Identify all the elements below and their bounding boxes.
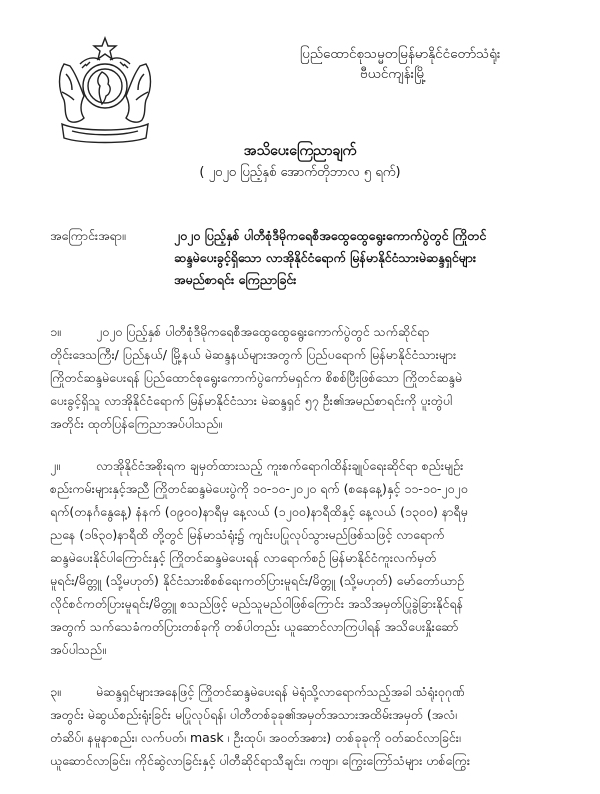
paragraph-line: ကြိုတင်ဆန္ဒမဲပေးရန် ပြည်ထောင်စုရွေးကောက်ပွဲကော်မရှင်က စိစစ်ပြီးဖြစ်သော ကြိုတင်ဆန္ဒမဲ [50,370,463,385]
paragraph-1 [50,320,570,435]
subject-text [174,225,570,291]
paragraph-number: ၁။ [50,324,61,339]
paragraph-number: ၃။ [50,684,61,699]
paragraph-line: အတိုင်း ထုတ်ပြန်ကြေညာအပ်ပါသည်။ [50,416,223,431]
embassy-header [300,44,590,84]
paragraph-number: ၂။ [50,458,60,473]
paragraph-line: မူရင်း/မိတ္တူ (သို့မဟုတ်) နိုင်ငံသားစိစစ်ရေးကတ်ပြားမူရင်း/မိတ္တူ (သို့မဟုတ်) မော်တော်ယာဉ် [50,573,465,588]
paragraph-line: ယူဆောင်လာခြင်း၊ ကိုင်ဆွဲလာခြင်းနှင့် ပါတီဆိုင်ရာသီချင်း၊ ကဗျာ၊ ကြွေးကြော်သံများ ဟစ်ကြွေး [50,753,471,768]
document-date: ( ၂၀၂၀ ပြည့်နှစ် အောက်တိုဘာလ ၅ ရက်) [199,165,401,180]
paragraph-line: မဲဆန္ဒရှင်များအနေဖြင့် ကြိုတင်ဆန္ဒမဲပေးရန် မဲရုံသို့လာရောက်သည့်အခါ သံရုံးဝုဂုဏ် [96,684,465,699]
paragraph-line: ရက်(တနင်္ဂနွေနေ့) နံနက် (၀၉၀၀)နာရီမှ နေ့လယ် (၁၂၀၀)နာရီထိနှင့် နေ့လယ် (၁၃၀၀) နာရီမှ [50,504,468,519]
paragraph-line: ဆန္ဒမဲပေးနိုင်ပါကြောင်းနှင့် ကြိုတင်ဆန္ဒမဲပေးရန် လာရောက်စဉ် မြန်မာနိုင်ငံကူးလက်မှတ် [50,550,437,565]
paragraph-line: လိုင်စင်ကတ်ပြားမူရင်း/မိတ္တူ စသည်ဖြင့် မည်သူမည်ဝါဖြစ်ကြောင်း အသိအမှတ်ပြုခွဲခြားနိုင်ရန် [50,596,464,611]
paragraph-line: စည်းကမ်းများနှင့်အညီ ကြိုတင်ဆန္ဒမဲပေးပွဲကို ၁၀-၁၀-၂၀၂၀ ရက် (စနေနေ့)နှင့် ၁၁-၁၀-၂၀၂၀ [50,481,468,496]
paragraph-line: တိုင်းဒေသကြီး/ ပြည်နယ်/ မြို့နယ် မဲဆန္ဒနယ်များအတွက် ပြည်ပရောက် မြန်မာနိုင်ငံသားများ [50,347,457,362]
subject-label: အကြောင်းအရာ။ [50,228,126,243]
paragraph-3 [50,680,570,772]
paragraph-line: အတွင်း မဲဆွယ်စည်းရုံးခြင်း မပြုလုပ်ရန်၊ ပါတီတစ်ခုခု၏အမှတ်အသားအထိမ်းအမှတ် (အလံ၊ [50,707,457,722]
embassy-city: ဗီယင်ကျန်းမြို့ [360,66,427,82]
document-title: အသိပေးကြေညာချက် [243,143,357,159]
subject-line: ဆန္ဒမဲပေးခွင့်ရှိသော လာအိုနိုင်ငံရောက် မြန်မာနိုင်ငံသားမဲဆန္ဒရှင်များ [174,250,477,265]
state-seal-icon [50,34,160,146]
embassy-name: ပြည်ထောင်စုသမ္မတမြန်မာနိုင်ငံတော်သံရုံး [300,46,501,62]
paragraph-line: တံဆိပ်၊ နမူနာစည်း၊ လက်ပတ်၊ mask ၊ ဦးထုပ်၊ အဝတ်အစား) တစ်ခုခုကို ဝတ်ဆင်လာခြင်း၊ [50,730,461,745]
subject-line: အမည်စာရင်း ကြေညာခြင်း [174,272,297,287]
title-block [0,140,600,184]
paragraph-line: အပ်ပါသည်။ [50,642,106,657]
paragraph-2 [50,454,570,661]
paragraph-line: ပေးခွင့်ရှိသူ လာအိုနိုင်ငံရောက် မြန်မာနိုင်ငံသား မဲဆန္ဒရှင် ၅၇ ဦး၏အမည်စာရင်းကို ပူးတွဲပါ [50,393,453,408]
paragraph-line: လာအိုနိုင်ငံအစိုးရက ချမှတ်ထားသည့် ကူးစက်ရောဂါထိန်းချုပ်ရေးဆိုင်ရာ စည်းမျဉ်း [96,458,464,473]
paragraph-line: ညနေ (၁၆၃၀)နာရီထိ တို့တွင် မြန်မာသံရုံး၌ ကျင်းပပြုလုပ်သွားမည်ဖြစ်သဖြင့် လာရောက် [50,527,445,542]
paragraph-line: ၂၀၂၀ ပြည့်နှစ် ပါတီစုံဒီမိုကရေစီအထွေထွေရွေးကောက်ပွဲတွင် သက်ဆိုင်ရာ [96,324,430,339]
subject-line: ၂၀၂၀ ပြည့်နှစ် ပါတီစုံဒီမိုကရေစီအထွေထွေရွေးကောက်ပွဲတွင် ကြိုတင် [174,228,487,243]
paragraph-line: အတွက် သက်သေခံကတ်ပြားတစ်ခုကို တစ်ပါတည်း ယူဆောင်လာကြပါရန် အသိပေးနှိုးဆော် [50,619,459,634]
